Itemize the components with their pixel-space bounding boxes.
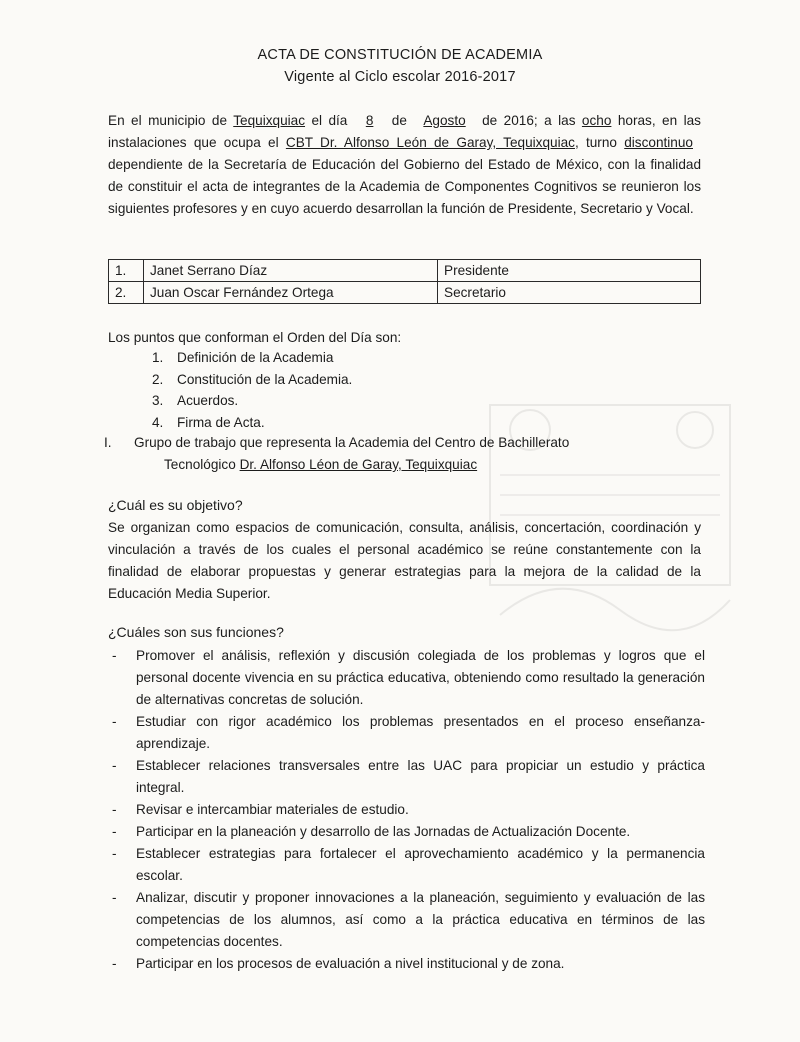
list-text: Acuerdos. [177, 393, 239, 408]
table-row [109, 260, 701, 282]
document-title: ACTA DE CONSTITUCIÓN DE ACADEMIA [257, 47, 543, 63]
turno-value: discontinuo [624, 135, 693, 150]
table-row [109, 282, 701, 304]
grupo-section [104, 432, 704, 476]
hora-value: ocho [581, 113, 612, 128]
mes-value: Agosto [423, 113, 466, 128]
bullet-dash: - [112, 956, 117, 971]
list-item [112, 711, 705, 755]
list-text: Participar en la planeación y desarrollo de las Jornadas de Actualización Docente. [136, 824, 631, 839]
list-text: Firma de Acta. [177, 414, 265, 430]
list-item [152, 369, 352, 391]
agenda-list [152, 347, 352, 433]
grupo-plantel: Dr. Alfonso Léon de Garay, Tequixquiac [239, 457, 478, 472]
municipio-value: Tequixquiac [233, 113, 306, 128]
list-item [112, 645, 705, 711]
members-table [108, 259, 701, 304]
member-name: Juan Oscar Fernández Ortega [144, 282, 438, 304]
list-item [112, 799, 705, 821]
intro-paragraph [108, 110, 701, 220]
dia-value: 8 [365, 113, 374, 128]
list-item [112, 887, 705, 953]
list-item [112, 953, 705, 975]
objetivo-paragraph: Se organizan como espacios de comunicación, consulta, análisis, concertación, coordinación y vinculación a través de los cuales el personal académico se reúne constantemente con la finalidad de elaborar propuestas y generar estrategias para la mejora de la calidad de la Educación Media Superior. [108, 520, 701, 601]
bullet-dash: - [112, 846, 117, 861]
intro-text: de [385, 113, 414, 128]
bullet-dash: - [112, 758, 117, 773]
list-text: Establecer relaciones transversales entre las UAC para propiciar un estudio y práctica integral. [136, 758, 705, 795]
list-item [112, 843, 705, 887]
grupo-line: Tecnológico [164, 457, 240, 472]
list-item [152, 347, 352, 369]
list-item [112, 755, 705, 799]
member-name: Janet Serrano Díaz [144, 260, 438, 282]
bullet-dash: - [112, 648, 117, 663]
member-role: Presidente [438, 260, 701, 282]
bullet-dash: - [112, 802, 117, 817]
intro-text: el día [305, 113, 354, 128]
list-text: Promover el análisis, reflexión y discusión colegiada de los problemas y logros que el personal docente vivencia en su práctica educativa, obteniendo como resultado la generación de alternativas concretas de solución. [136, 648, 705, 707]
intro-text: En el municipio de [108, 113, 234, 128]
list-number: 1. [152, 350, 164, 365]
bullet-dash: - [112, 714, 117, 729]
document-subtitle: Vigente al Ciclo escolar 2016-2017 [284, 69, 516, 85]
bullet-dash: - [112, 890, 117, 905]
list-number: 2. [152, 371, 164, 387]
member-number: 1. [109, 260, 144, 282]
list-number: 4. [152, 414, 164, 430]
list-item [152, 390, 352, 412]
plantel-value: CBT Dr. Alfonso León de Garay, Tequixquiac [285, 135, 575, 150]
list-text: Estudiar con rigor académico los problemas presentados en el proceso enseñanza-aprendizaje. [136, 714, 705, 751]
objetivo-heading: ¿Cuál es su objetivo? [108, 497, 243, 513]
intro-text: horas, en las instalaciones que ocupa el [108, 113, 701, 150]
list-text: Participar en los procesos de evaluación a nivel institucional y de zona. [136, 956, 565, 971]
list-text: Constitución de la Academia. [177, 371, 353, 387]
roman-numeral: I. [104, 435, 112, 450]
list-number: 3. [152, 393, 164, 408]
funciones-heading: ¿Cuáles son sus funciones? [108, 624, 284, 640]
intro-text: dependiente de la Secretaría de Educación del Gobierno del Estado de México, con la finalidad de constituir el acta de integrantes de la Academia de Componentes Cognitivos se reunieron los siguientes profesores y en cuyo acuerdo desarrollan la función de Presidente, Secretario y Vocal. [108, 157, 701, 216]
list-text: Revisar e intercambiar materiales de estudio. [136, 802, 409, 817]
list-text: Establecer estrategias para fortalecer el aprovechamiento académico y la permanencia escolar. [136, 846, 705, 883]
funciones-list [112, 645, 705, 975]
list-text: Analizar, discutir y proponer innovaciones a la planeación, seguimiento y evaluación de las competencias de los alumnos, así como a la práctica educativa en términos de las competencias docentes. [136, 890, 705, 949]
member-role: Secretario [438, 282, 701, 304]
list-item [112, 821, 705, 843]
list-text: Definición de la Academia [177, 350, 334, 365]
intro-text: de 2016; a las [475, 113, 582, 128]
list-item [152, 412, 352, 434]
agenda-lead: Los puntos que conforman el Orden del Día son: [108, 330, 402, 345]
bullet-dash: - [112, 824, 117, 839]
member-number: 2. [109, 282, 144, 304]
grupo-line: Grupo de trabajo que representa la Academia del Centro de Bachillerato [134, 435, 570, 450]
intro-text: , turno [574, 135, 625, 150]
